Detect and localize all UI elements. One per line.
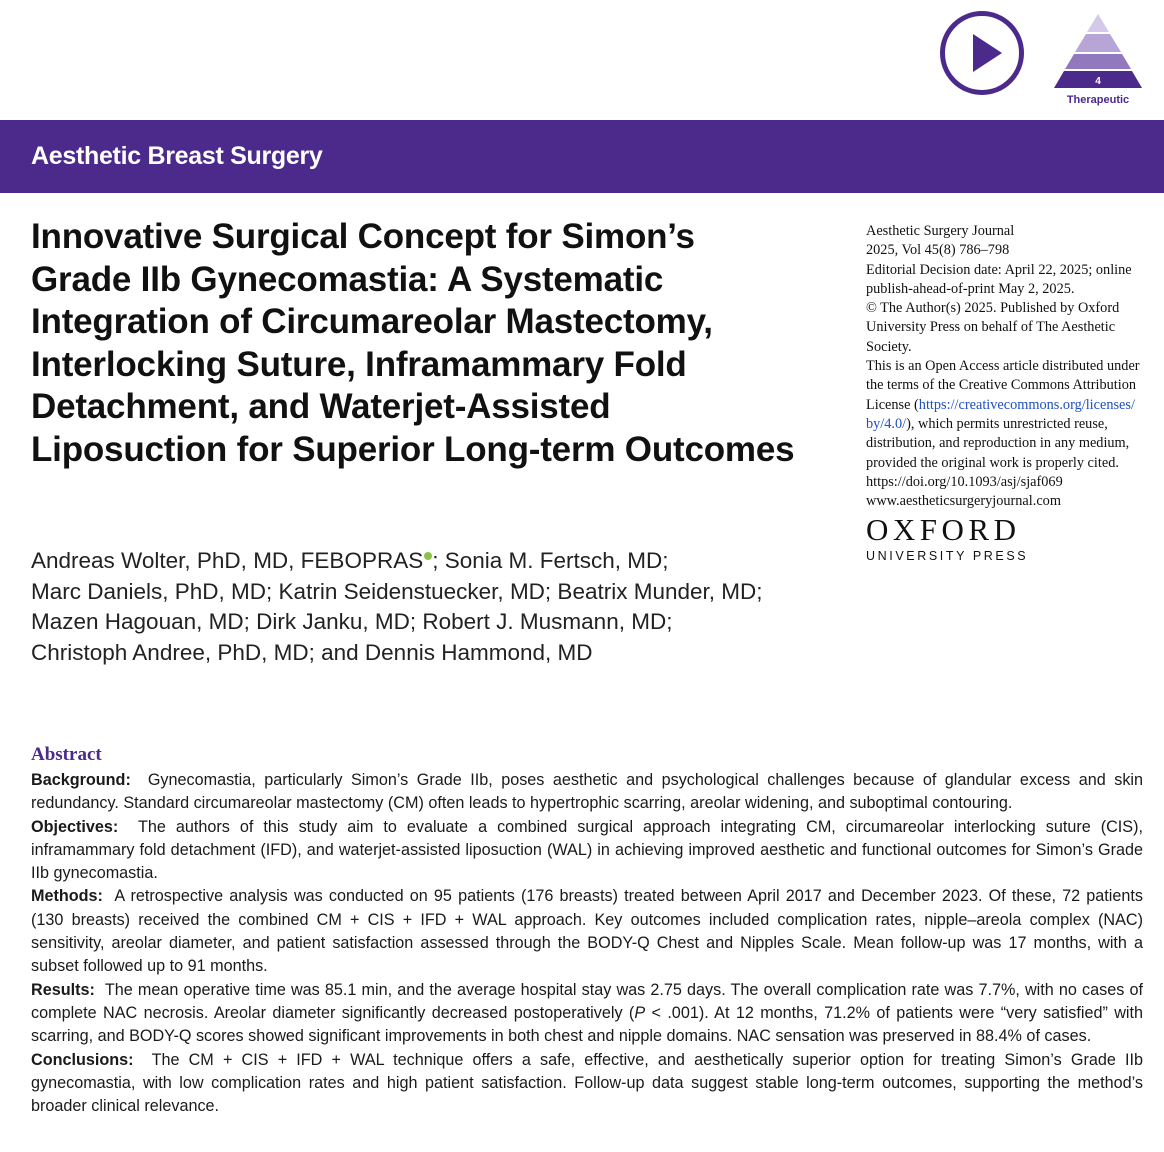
license-suffix: ), which permits unrestricted reuse, <box>906 415 1108 432</box>
publisher-sub: UNIVERSITY PRESS <box>866 549 1029 563</box>
video-play-button[interactable] <box>940 11 1024 95</box>
abstract-objectives <box>31 816 1143 886</box>
journal-info-line: distribution, and reproduction in any medium, <box>866 435 1130 452</box>
abstract-body <box>31 769 1143 1118</box>
publisher-name: OXFORD <box>866 512 1021 547</box>
journal-website[interactable]: www.aestheticsurgeryjournal.com <box>866 493 1061 510</box>
abstract-text: The authors of this study aim to evaluate a combined surgical approach integrating CM, circumareolar interlocking suture (CIS), inframammary fold detachment (IFD), and waterjet-assisted liposuction (WAL) in achieving improved aesthetic and functional outcomes for Simon’s Grade IIb gynecomastia. <box>31 817 1143 883</box>
license-link[interactable]: by/4.0/ <box>866 415 907 432</box>
journal-info-line: Society. <box>866 338 912 355</box>
publisher-logo <box>866 513 1046 563</box>
section-title: Aesthetic Breast Surgery <box>31 142 323 170</box>
abstract-conclusions <box>31 1049 1143 1119</box>
play-icon <box>945 16 1019 90</box>
abstract-text: The mean operative time was 85.1 min, and the average hospital stay was 2.75 days. The overall complication rate was 7.7%, with no cases of complete NAC necrosis. Areolar diameter significantly decreased postoperatively ( <box>31 980 1143 1022</box>
license-line <box>866 415 1156 434</box>
abstract-text: < .001). At 12 months, 71.2% of patients were “very satisfied” with scarring, and BODY-Q scores showed significant improvements in both chest and nipple domains. NAC sensation was preserved in 88.4% of cases. <box>31 1003 1144 1046</box>
license-prefix: License ( <box>866 396 919 413</box>
evidence-level: 4 <box>1095 76 1101 87</box>
journal-info-line: © The Author(s) 2025. Published by Oxford <box>866 300 1120 317</box>
author-line: Marc Daniels, PhD, MD; Katrin Seidenstuecker, MD; Beatrix Munder, MD; <box>31 578 763 604</box>
abstract-label: Conclusions: <box>31 1050 134 1069</box>
doi-link[interactable]: https://doi.org/10.1093/asj/sjaf069 <box>866 473 1063 490</box>
journal-info-line: This is an Open Access article distributed under <box>866 358 1140 375</box>
journal-info-line: Editorial Decision date: April 22, 2025; online <box>866 261 1132 278</box>
article-title <box>31 216 851 472</box>
abstract-background <box>31 769 1143 816</box>
author-line <box>31 546 861 577</box>
journal-info-line: the terms of the Creative Commons Attribution <box>866 377 1137 394</box>
license-line <box>866 396 1156 415</box>
author-names: ; Sonia M. Fertsch, MD; <box>432 548 669 573</box>
abstract-text: The CM + CIS + IFD + WAL technique offers a safe, effective, and aesthetically superior option for treating Simon’s Grade IIb gynecomastia, with low complication rates and high patient satisfaction. Follow-up data suggest stable long-term outcomes, supporting the method’s broader clinical relevance. <box>31 1050 1144 1116</box>
abstract-label: Background: <box>31 771 131 789</box>
title-line: Integration of Circumareolar Mastectomy, <box>31 302 713 342</box>
journal-info-line: provided the original work is properly cited. <box>866 454 1119 471</box>
title-line: Interlocking Suture, Inframammary Fold <box>31 344 687 384</box>
level-of-evidence-badge <box>1052 12 1144 110</box>
section-band <box>0 120 1164 193</box>
abstract-methods <box>31 885 1143 978</box>
author-names: Andreas Wolter, PhD, MD, FEBOPRAS <box>31 548 424 573</box>
author-line: Mazen Hagouan, MD; Dirk Janku, MD; Robert J. Musmann, MD; <box>31 609 673 634</box>
author-list <box>31 546 861 668</box>
abstract-label: Methods: <box>31 887 103 906</box>
abstract-text: A retrospective analysis was conducted on 95 patients (176 breasts) treated between April 2017 and December 2023. Of these, 72 patients (130 breasts) received the combined CM + CIS + IFD + WAL approach. Key outcomes included complication rates, nipple–areola complex (NAC) sensitivity, areolar diameter, and patient satisfaction assessed through the BODY-Q Chest and Nipples Scale. Mean follow-up was 17 months, with a subset followed up to 91 months. <box>31 887 1143 976</box>
abstract-label: Objectives: <box>31 817 119 836</box>
journal-info-line: University Press on behalf of The Aesthetic <box>866 319 1116 336</box>
title-line: Innovative Surgical Concept for Simon’s <box>31 217 695 256</box>
journal-info-line: publish-ahead-of-print May 2, 2025. <box>866 280 1075 297</box>
journal-info-line: Aesthetic Surgery Journal <box>866 223 1015 239</box>
abstract-results <box>31 979 1143 1049</box>
evidence-label: Therapeutic <box>1066 94 1130 106</box>
license-link[interactable]: https://creativecommons.org/licenses/ <box>918 396 1135 413</box>
title-line: Liposuction for Superior Long-term Outcomes <box>31 429 795 469</box>
journal-info <box>866 222 1156 511</box>
abstract-label: Results: <box>31 980 95 999</box>
journal-info-line: 2025, Vol 45(8) 786–798 <box>866 242 1010 259</box>
abstract-heading: Abstract <box>31 744 102 765</box>
title-line: Detachment, and Waterjet-Assisted <box>31 387 611 427</box>
p-value-symbol: P <box>634 1003 646 1022</box>
abstract-text: Gynecomastia, particularly Simon’s Grade IIb, poses aesthetic and psychological challenges because of glandular excess and skin redundancy. Standard circumareolar mastectomy (CM) often leads to hypertrophic scarring, areolar widening, and suboptimal contouring. <box>31 771 1144 813</box>
author-line: Christoph Andree, PhD, MD; and Dennis Hammond, MD <box>31 639 593 665</box>
title-line: Grade IIb Gynecomastia: A Systematic <box>31 259 664 299</box>
